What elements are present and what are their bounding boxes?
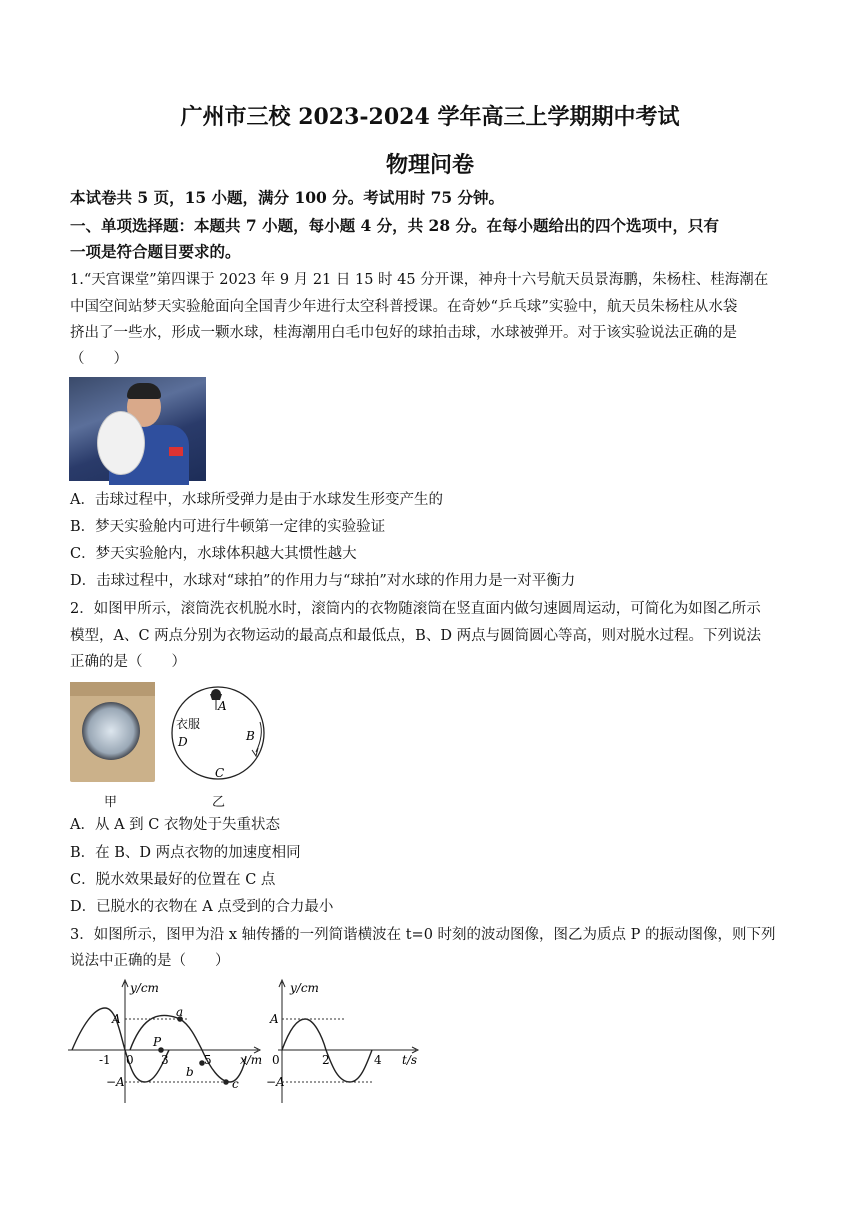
q2-text-line: 正确的是（ ） [70, 654, 186, 670]
q2-option-d: D．已脱水的衣物在 A 点受到的合力最小 [70, 899, 334, 915]
q3-text-line: 说法中正确的是（ ） [70, 953, 230, 969]
astronaut-photo [69, 377, 206, 481]
svg-text:C: C [215, 766, 225, 780]
q3-text-line: 3．如图所示，图甲为沿 x 轴传播的一列简谐横波在 t=0 时刻的波动图像，图乙为质点 P 的振动图像，则下列 [70, 927, 776, 943]
q1-text-line: 中国空间站梦天实验舱面向全国青少年进行太空科普授课。在奇妙“乒乓球”实验中，航天员朱杨柱从水袋 [70, 299, 738, 315]
q1-text-line: 挤出了一些水，形成一颗水球，桂海潮用白毛巾包好的球拍击球，水球被弹开。对于该实验说法正确的是 [70, 325, 737, 341]
svg-text:y/cm: y/cm [130, 981, 159, 995]
svg-text:c: c [232, 1077, 239, 1091]
svg-text:y/cm: y/cm [290, 981, 319, 995]
clothes-label: 衣服 [176, 717, 201, 731]
wave-graph [68, 978, 263, 1106]
q2-option-a: A．从 A 到 C 衣物处于失重状态 [70, 817, 280, 833]
point-c [223, 1079, 229, 1085]
svg-text:−A: −A [266, 1075, 285, 1089]
vibration-graph [268, 978, 423, 1106]
q2-text-line: 2．如图甲所示，滚筒洗衣机脱水时，滚筒内的衣物随滚筒在竖直面内做匀速圆周运动，可简化为如图乙所示 [70, 601, 761, 617]
q2-option-c: C．脱水效果最好的位置在 C 点 [70, 872, 276, 888]
svg-text:D: D [178, 735, 188, 749]
svg-text:0: 0 [126, 1053, 134, 1067]
exam-subtitle: 物理问卷 [385, 152, 474, 178]
q1-option-a: A．击球过程中，水球所受弹力是由于水球发生形变产生的 [70, 492, 443, 508]
svg-text:A: A [270, 1012, 279, 1026]
exam-title: 广州市三校 2023-2024 学年高三上学期期中考试 [180, 104, 680, 130]
svg-text:0: 0 [272, 1053, 280, 1067]
svg-text:x/m: x/m [240, 1053, 263, 1067]
svg-text:5: 5 [204, 1053, 212, 1067]
svg-text:4: 4 [374, 1053, 382, 1067]
exam-info: 本试卷共 5 页，15 小题，满分 100 分。考试用时 75 分钟。 [70, 188, 505, 207]
svg-text:B: B [246, 729, 255, 743]
q1-option-d: D．击球过程中，水球对“球拍”的作用力与“球拍”对水球的作用力是一对平衡力 [70, 573, 576, 589]
svg-text:A: A [112, 1012, 121, 1026]
section-heading-line1: 一、单项选择题：本题共 7 小题，每小题 4 分，共 28 分。在每小题给出的四个选项中，只有 [70, 216, 720, 235]
svg-text:A: A [218, 699, 227, 713]
section-heading-line2: 一项是符合题目要求的。 [70, 242, 241, 261]
figure-caption-jia: 甲 [104, 795, 118, 810]
q2-option-b: B．在 B、D 两点衣物的加速度相同 [70, 845, 301, 861]
q1-text-line: 1.“天宫课堂”第四课于 2023 年 9 月 21 日 15 时 45 分开课，神舟十六号航天员景海鹏，朱杨柱、桂海潮在 [70, 272, 769, 288]
q1-option-c: C．梦天实验舱内，水球体积越大其惯性越大 [70, 546, 357, 562]
q2-text-line: 模型，A、C 两点分别为衣物运动的最高点和最低点，B、D 两点与圆筒圆心等高，则对脱水过程。下列说法 [70, 628, 762, 644]
svg-text:b: b [186, 1065, 194, 1079]
washing-machine-photo [70, 682, 155, 782]
svg-text:3: 3 [161, 1053, 169, 1067]
figure-caption-yi: 乙 [212, 795, 226, 810]
svg-text:a: a [176, 1005, 184, 1019]
drum-model-diagram [168, 680, 273, 790]
q1-text-line: （ ） [70, 351, 128, 367]
q1-option-b: B．梦天实验舱内可进行牛顿第一定律的实验验证 [70, 519, 386, 535]
svg-text:t/s: t/s [402, 1053, 418, 1067]
svg-text:P: P [153, 1035, 162, 1049]
svg-text:2: 2 [322, 1053, 330, 1067]
svg-text:-1: -1 [99, 1053, 111, 1067]
svg-text:−A: −A [106, 1075, 125, 1089]
